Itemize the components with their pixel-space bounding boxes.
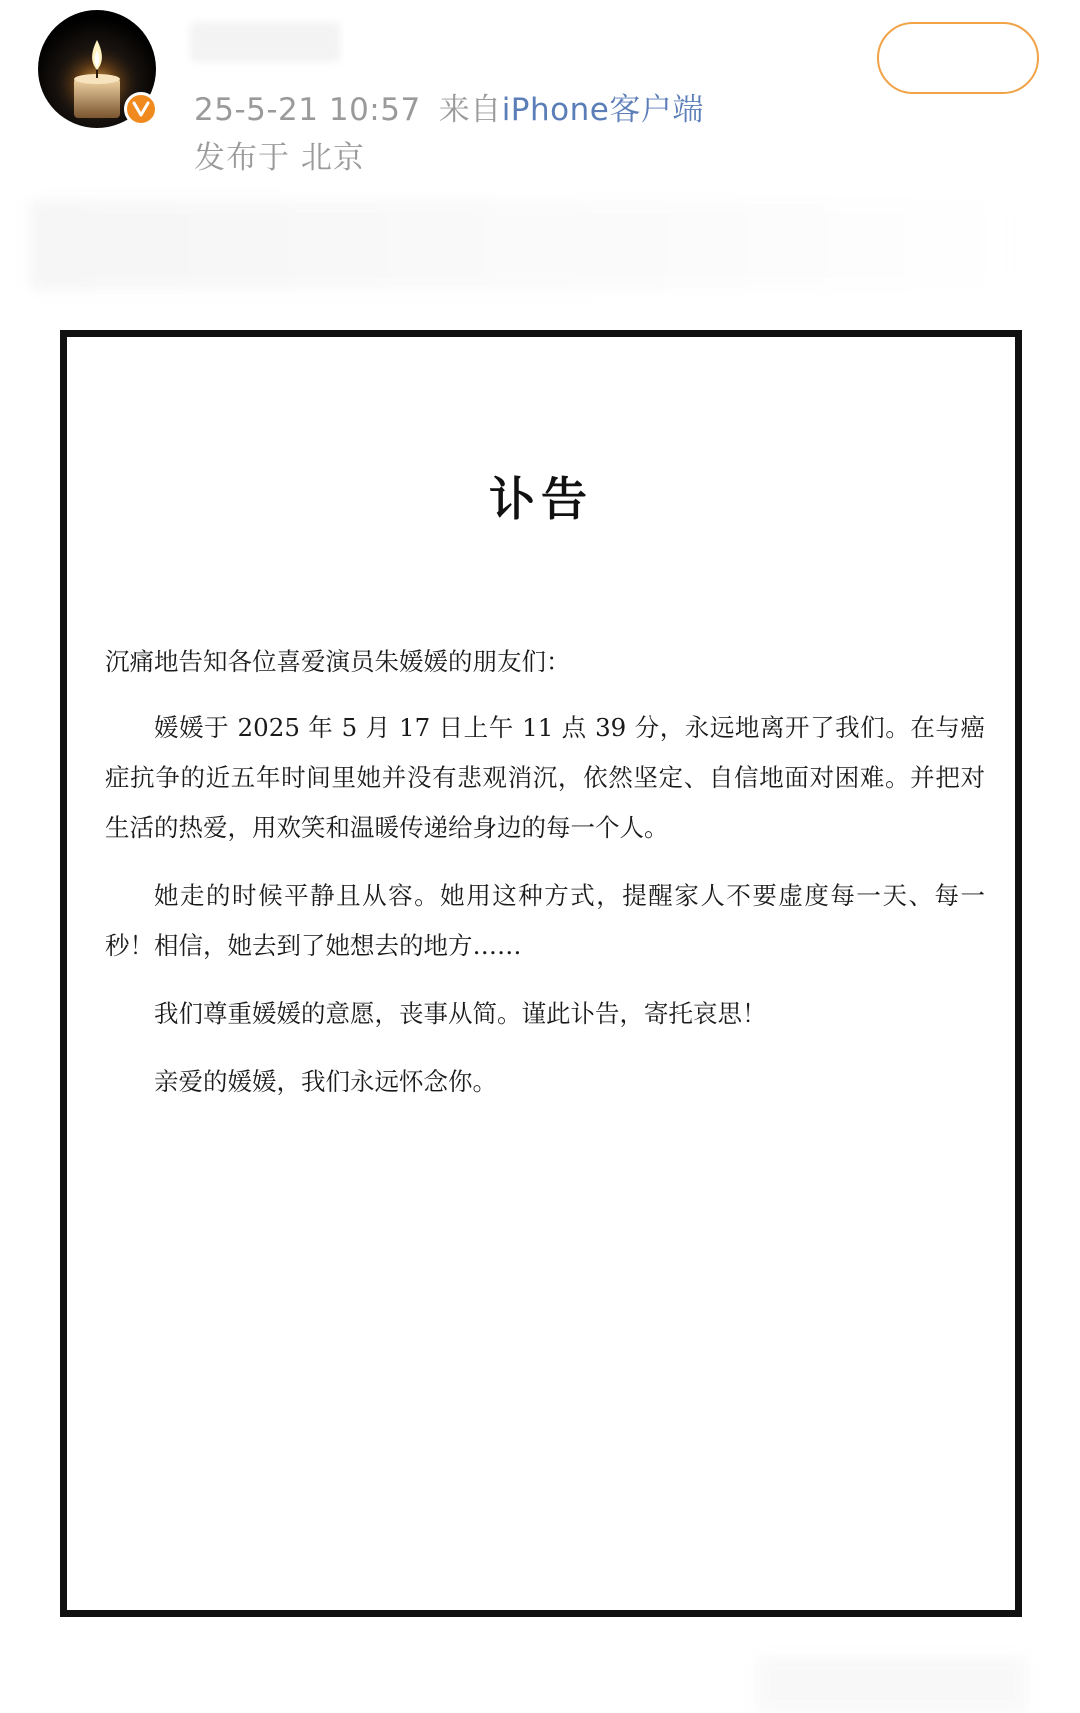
notice-paragraph: 媛媛于 2025 年 5 月 17 日上午 11 点 39 分，永远地离开了我们。在与癌症抗争的近五年时间里她并没有悲观消沉，依然坚定、自信地面对困难。并把对生活的热爱，用欢笑和温暖传递给身边的每一个人。 — [105, 713, 985, 842]
verified-v-icon — [132, 101, 150, 117]
verified-badge — [124, 92, 158, 126]
watermark-blur — [757, 1657, 1027, 1713]
post-location: 发布于 北京 — [194, 140, 365, 176]
obituary-notice-image[interactable] — [60, 330, 1022, 1617]
post-meta — [194, 84, 704, 129]
notice-paragraph: 她走的时候平静且从容。她用这种方式，提醒家人不要虚度每一天、每一秒！相信，她去到了她想去的地方…… — [105, 881, 985, 960]
notice-paragraph: 我们尊重媛媛的意愿，丧事从简。谨此讣告，寄托哀思！ — [154, 999, 767, 1028]
post-source-prefix: 来自 — [438, 92, 502, 128]
username[interactable] — [190, 22, 340, 62]
post-timestamp: 25-5-21 10:57 — [194, 92, 421, 128]
notice-paragraph: 亲爱的媛媛，我们永远怀念你。 — [154, 1067, 497, 1096]
post-source-client[interactable]: iPhone客户端 — [501, 92, 704, 128]
notice-salutation: 沉痛地告知各位喜爱演员朱媛媛的朋友们： — [105, 647, 571, 676]
notice-title: 讣告 — [489, 472, 593, 526]
post-text-blurred — [30, 200, 1020, 290]
follow-button[interactable] — [877, 22, 1039, 94]
notice-body — [105, 637, 985, 1125]
